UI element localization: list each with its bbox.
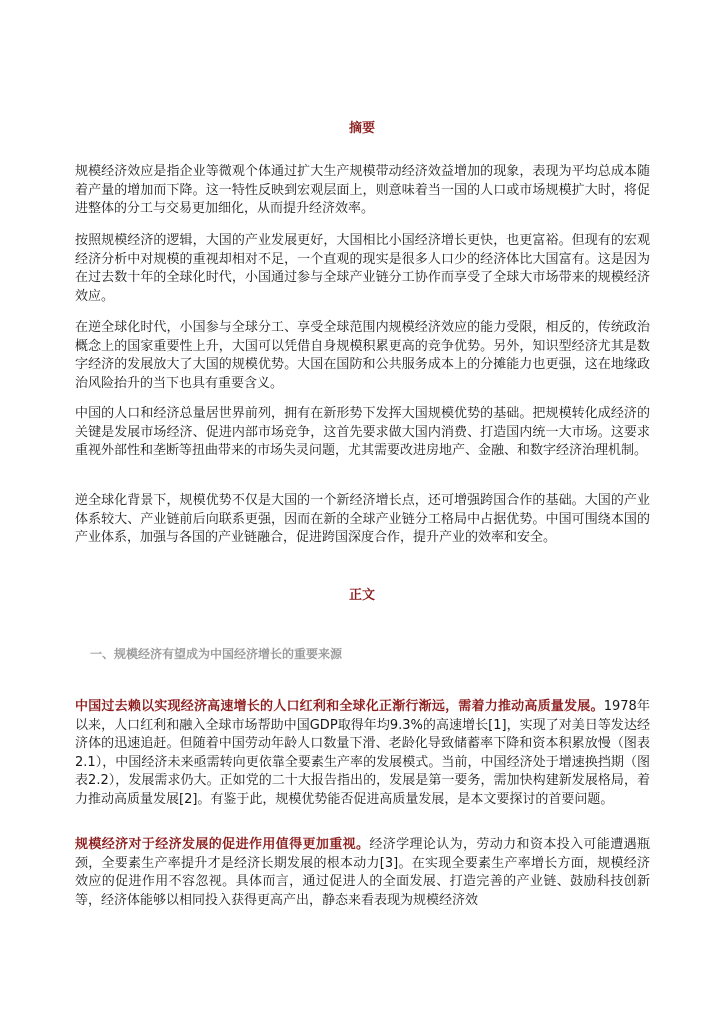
abstract-paragraph-1: 规模经济效应是指企业等微观个体通过扩大生产规模带动经济效益增加的现象，表现为平均总成本随着产量的增加而下降。这一特性反映到宏观层面上，则意味着当一国的人口或市场规模扩大时，将促进整体的分工与交易更加细化，从而提升经济效率。	[75, 164, 650, 216]
section-heading: 一、规模经济有望成为中国经济增长的重要来源	[90, 647, 343, 661]
body-title: 正文	[348, 588, 375, 603]
body-paragraph-1-lead: 中国过去赖以实现经济高速增长的人口红利和全球化正渐行渐远，需着力推动高质量发展。	[75, 699, 604, 714]
abstract-paragraph-3: 在逆全球化时代，小国参与全球分工、享受全球范围内规模经济效应的能力受限，相反的，传统政治概念上的国家重要性上升，大国可以凭借自身规模积累更高的竞争优势。另外，知识型经济尤其是数字经济的发展放大了大国的规模优势。大国在国防和公共服务成本上的分摊能力也更强，这在地缘政治风险抬升的当下也具有重要含义。	[75, 320, 650, 391]
abstract-paragraph-5: 逆全球化背景下，规模优势不仅是大国的一个新经济增长点，还可增强跨国合作的基础。大国的产业体系较大、产业链前后向联系更强，因而在新的全球产业链分工格局中占据优势。中国可围绕本国的产业体系，加强与各国的产业链融合，促进跨国深度合作，提升产业的效率和安全。	[75, 493, 650, 545]
body-paragraph-2-lead: 规模经济对于经济发展的促进作用值得更加重视。	[75, 837, 370, 852]
abstract-paragraph-4: 中国的人口和经济总量居世界前列，拥有在新形势下发挥大国规模优势的基础。把规模转化成经济的关键是发展市场经济、促进内部市场竞争，这首先要求做大国内消费、打造国内统一大市场。这要求重视外部性和垄断等扭曲带来的市场失灵问题，尤其需要改进房地产、金融、和数字经济治理机制。	[75, 406, 650, 458]
body-paragraph-2-text: 经济学理论认为，劳动力和资本投入可能遭遇瓶颈，全要素生产率提升才是经济长期发展的根本动力[3]。在实现全要素生产率增长方面，规模经济效应的促进作用不容忽视。具体而言，通过促进人的全面发展、打造完善的产业链、鼓励科技创新等，经济体能够以相同投入获得更高产出，静态来看表现为规模经济效	[75, 837, 650, 908]
body-paragraph-1	[75, 698, 650, 809]
body-paragraph-2	[75, 836, 650, 910]
abstract-title: 摘要	[348, 121, 375, 136]
body-paragraph-1-text: 1978年以来，人口红利和融入全球市场帮助中国GDP取得年均9.3%的高速增长[1]，实现了对美日等发达经济体的迅速追赶。但随着中国劳动年龄人口数量下滑、老龄化导致储蓄率下降和资本积累放慢（图表2.1），中国经济未来亟需转向更依靠全要素生产率的发展模式。当前，中国经济处于增速换挡期（图表2.2），发展需求仍大。正如党的二十大报告指出的，发展是第一要务，需加快构建新发展格局，着力推动高质量发展[2]。有鉴于此，规模优势能否促进高质量发展，是本文要探讨的首要问题。	[75, 699, 650, 807]
abstract-paragraph-2: 按照规模经济的逻辑，大国的产业发展更好，大国相比小国经济增长更快，也更富裕。但现有的宏观经济分析中对规模的重视却相对不足，一个直观的现实是很多人口少的经济体比大国富有。这是因为在过去数十年的全球化时代，小国通过参与全球产业链分工协作而享受了全球大市场带来的规模经济效应。	[75, 233, 650, 304]
